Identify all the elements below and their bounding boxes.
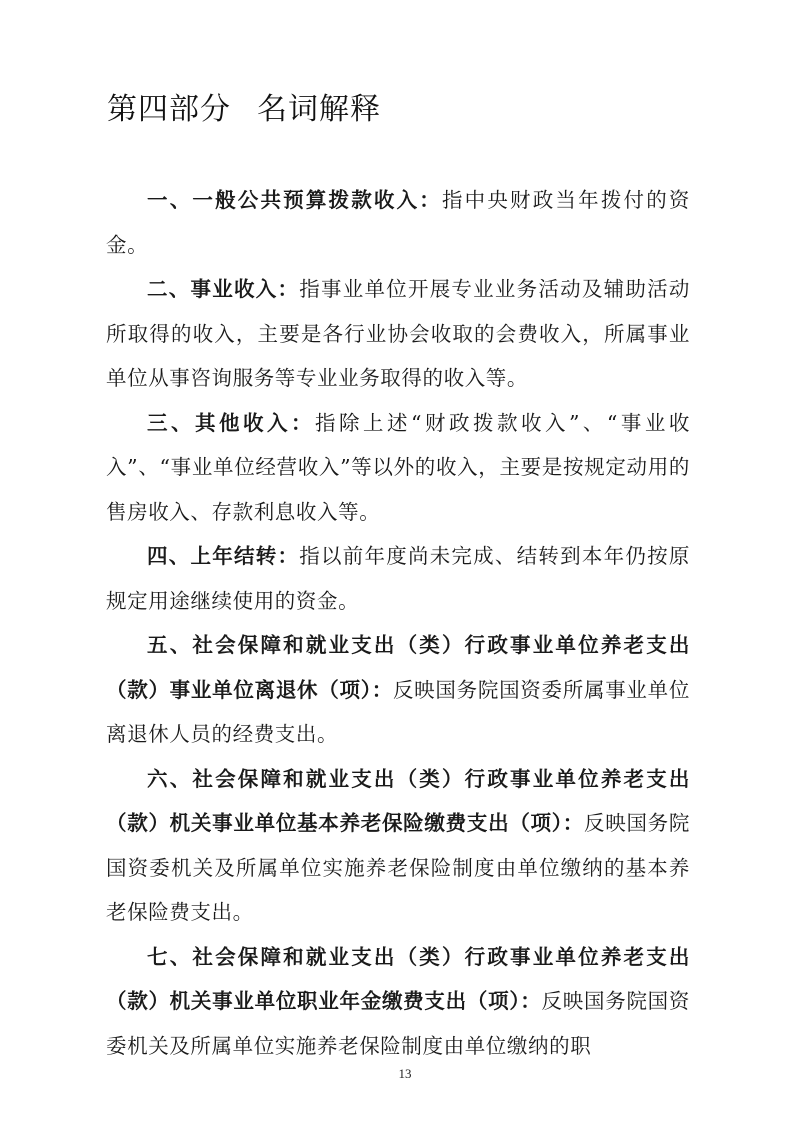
definition-paragraph-3	[106, 401, 690, 535]
definition-text-6: 反映国务院国资委机关及所属单位实施养老保险制度由单位缴纳的基本养老保险费支出。	[106, 811, 690, 924]
definition-term-5: 五、社会保障和就业支出（类）行政事业单位养老支出（款）事业单位离退休（项）：	[106, 633, 690, 702]
definition-paragraph-1	[106, 178, 690, 267]
definition-paragraph-7	[106, 935, 690, 1069]
heading-title: 名词解释	[257, 92, 381, 127]
definition-term-1: 一、一般公共预算拨款收入：	[147, 188, 442, 212]
definition-paragraph-6	[106, 757, 690, 935]
definition-text-7: 反映国务院国资委机关及所属单位实施养老保险制度由单位缴纳的职	[106, 989, 690, 1058]
definitions-body	[106, 178, 690, 1068]
page-number: 13	[398, 1066, 412, 1081]
definition-paragraph-4	[106, 534, 690, 623]
definition-text-4: 指以前年度尚未完成、结转到本年仍按原规定用途继续使用的资金。	[106, 544, 690, 613]
definition-paragraph-5	[106, 623, 690, 757]
definition-text-2: 指事业单位开展专业业务活动及辅助活动所取得的收入，主要是各行业协会收取的会费收入，所属事业单位从事咨询服务等专业业务取得的收入等。	[106, 277, 690, 390]
heading-part: 第四部分	[107, 92, 231, 127]
definition-text-1: 指中央财政当年拨付的资金。	[106, 188, 690, 257]
definition-text-3: 指除上述“财政拨款收入”、“事业收入”、“事业单位经营收入”等以外的收入，主要是按规定动用的售房收入、存款利息收入等。	[106, 410, 691, 524]
definition-term-7: 七、社会保障和就业支出（类）行政事业单位养老支出（款）机关事业单位职业年金缴费支出（项）：	[106, 944, 690, 1013]
definition-term-2: 二、事业收入：	[147, 277, 300, 301]
definition-term-4: 四、上年结转：	[147, 544, 300, 568]
definition-paragraph-2	[106, 267, 690, 401]
section-heading	[107, 88, 381, 132]
definition-text-5: 反映国务院国资委所属事业单位离退休人员的经费支出。	[106, 677, 690, 746]
definition-term-6: 六、社会保障和就业支出（类）行政事业单位养老支出（款）机关事业单位基本养老保险缴费支出（项）：	[106, 766, 690, 835]
definition-term-3: 三、其他收入：	[147, 410, 315, 435]
